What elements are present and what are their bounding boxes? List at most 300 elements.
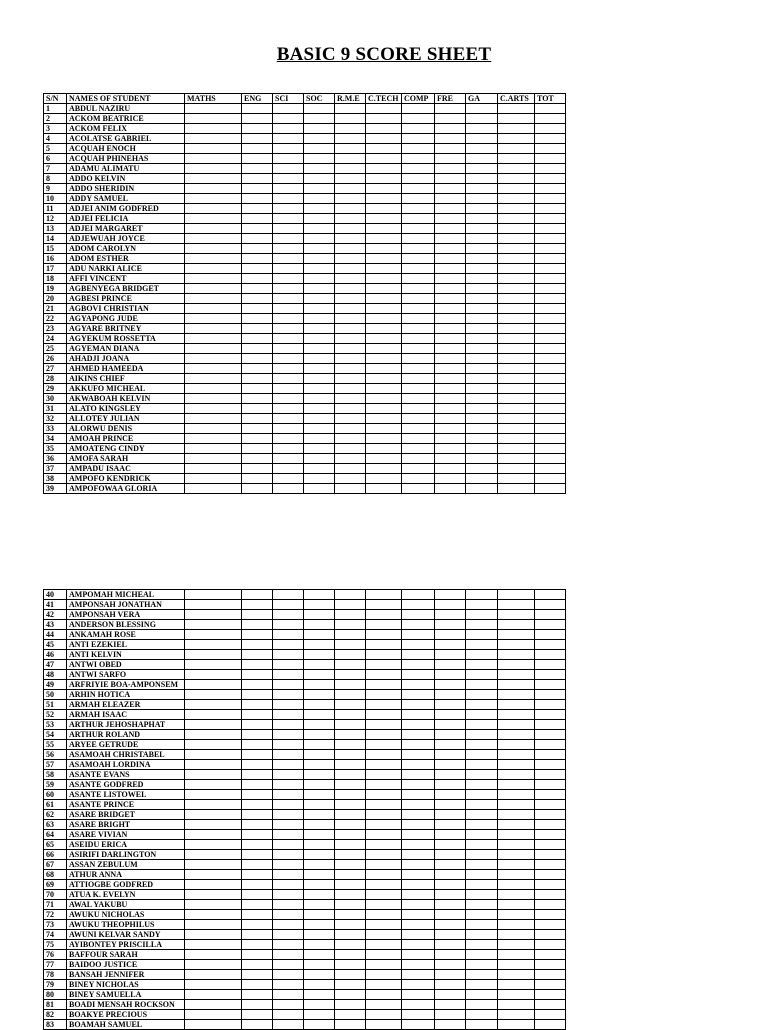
score-cell-c-tech [366, 404, 402, 414]
score-cell-soc [304, 680, 335, 690]
student-name-cell: ASAMOAH CHRISTABEL [67, 750, 185, 760]
score-cell-maths [185, 1010, 242, 1020]
score-cell-comp [402, 454, 435, 464]
score-cell-eng [242, 394, 273, 404]
score-cell-c-arts [498, 144, 535, 154]
student-name-cell: ALLOTEY JULIAN [67, 414, 185, 424]
score-cell-c-tech [366, 164, 402, 174]
score-cell-c-tech [366, 424, 402, 434]
score-cell-ga [466, 790, 498, 800]
student-name-cell: ARTHUR ROLAND [67, 730, 185, 740]
score-cell-soc [304, 374, 335, 384]
serial-number-cell: 11 [44, 204, 67, 214]
score-cell-ga [466, 590, 498, 600]
score-cell-eng [242, 790, 273, 800]
score-cell-tot [535, 294, 566, 304]
score-cell-soc [304, 454, 335, 464]
score-cell-ga [466, 114, 498, 124]
score-cell-maths [185, 950, 242, 960]
student-name-cell: AMPADU ISAAC [67, 464, 185, 474]
score-cell-comp [402, 114, 435, 124]
score-cell-r-m-e [335, 920, 366, 930]
score-cell-eng [242, 384, 273, 394]
score-cell-fre [435, 700, 466, 710]
score-cell-comp [402, 324, 435, 334]
score-cell-tot [535, 1000, 566, 1010]
score-cell-c-arts [498, 980, 535, 990]
score-cell-sci [273, 760, 304, 770]
student-name-cell: ADU NARKI ALICE [67, 264, 185, 274]
serial-number-cell: 12 [44, 214, 67, 224]
score-cell-r-m-e [335, 394, 366, 404]
serial-number-cell: 75 [44, 940, 67, 950]
score-cell-c-tech [366, 740, 402, 750]
table-row [44, 810, 566, 820]
score-cell-fre [435, 194, 466, 204]
score-cell-comp [402, 174, 435, 184]
score-cell-comp [402, 740, 435, 750]
serial-number-cell: 43 [44, 620, 67, 630]
score-cell-soc [304, 274, 335, 284]
score-cell-soc [304, 404, 335, 414]
score-cell-ga [466, 474, 498, 484]
table-row [44, 134, 566, 144]
score-cell-comp [402, 730, 435, 740]
score-cell-r-m-e [335, 750, 366, 760]
student-name-cell: BINEY NICHOLAS [67, 980, 185, 990]
score-cell-sci [273, 720, 304, 730]
score-cell-comp [402, 710, 435, 720]
student-name-cell: AWAL YAKUBU [67, 900, 185, 910]
score-cell-tot [535, 384, 566, 394]
score-cell-ga [466, 144, 498, 154]
serial-number-cell: 3 [44, 124, 67, 134]
score-cell-c-tech [366, 820, 402, 830]
score-cell-maths [185, 384, 242, 394]
score-cell-fre [435, 214, 466, 224]
column-header-c-arts: C.ARTS [498, 94, 535, 104]
student-name-cell: ASARE BRIGHT [67, 820, 185, 830]
score-cell-maths [185, 790, 242, 800]
score-cell-tot [535, 424, 566, 434]
student-name-cell: AGBOVI CHRISTIAN [67, 304, 185, 314]
score-cell-maths [185, 394, 242, 404]
score-cell-comp [402, 870, 435, 880]
score-cell-eng [242, 960, 273, 970]
table-row [44, 474, 566, 484]
score-cell-r-m-e [335, 740, 366, 750]
score-cell-maths [185, 214, 242, 224]
score-cell-tot [535, 660, 566, 670]
score-cell-sci [273, 640, 304, 650]
score-cell-ga [466, 710, 498, 720]
score-cell-sci [273, 600, 304, 610]
score-cell-c-arts [498, 1010, 535, 1020]
table-row [44, 610, 566, 620]
score-cell-r-m-e [335, 850, 366, 860]
score-cell-r-m-e [335, 710, 366, 720]
score-cell-tot [535, 890, 566, 900]
score-cell-r-m-e [335, 670, 366, 680]
score-cell-comp [402, 1000, 435, 1010]
score-cell-fre [435, 1020, 466, 1030]
score-table-part-1 [43, 93, 566, 494]
score-cell-sci [273, 980, 304, 990]
score-cell-tot [535, 434, 566, 444]
score-cell-eng [242, 890, 273, 900]
score-cell-r-m-e [335, 154, 366, 164]
score-cell-eng [242, 214, 273, 224]
score-cell-fre [435, 444, 466, 454]
score-cell-tot [535, 354, 566, 364]
table-row [44, 384, 566, 394]
score-cell-ga [466, 930, 498, 940]
table-row [44, 860, 566, 870]
score-cell-fre [435, 630, 466, 640]
score-cell-comp [402, 154, 435, 164]
student-name-cell: ACOLATSE GABRIEL [67, 134, 185, 144]
score-cell-eng [242, 850, 273, 860]
score-cell-c-tech [366, 374, 402, 384]
student-name-cell: ASARE VIVIAN [67, 830, 185, 840]
score-cell-eng [242, 590, 273, 600]
table-row [44, 204, 566, 214]
score-cell-eng [242, 244, 273, 254]
table-row [44, 600, 566, 610]
table-row [44, 780, 566, 790]
score-cell-ga [466, 700, 498, 710]
score-cell-comp [402, 800, 435, 810]
student-name-cell: BOADI MENSAH ROCKSON [67, 1000, 185, 1010]
student-name-cell: ADDY SAMUEL [67, 194, 185, 204]
score-cell-r-m-e [335, 960, 366, 970]
score-cell-r-m-e [335, 1000, 366, 1010]
score-cell-ga [466, 800, 498, 810]
serial-number-cell: 36 [44, 454, 67, 464]
score-cell-comp [402, 590, 435, 600]
score-cell-maths [185, 224, 242, 234]
score-cell-c-tech [366, 620, 402, 630]
score-cell-ga [466, 344, 498, 354]
score-cell-soc [304, 970, 335, 980]
serial-number-cell: 25 [44, 344, 67, 354]
score-cell-tot [535, 324, 566, 334]
score-cell-r-m-e [335, 860, 366, 870]
score-cell-soc [304, 710, 335, 720]
score-cell-c-tech [366, 114, 402, 124]
score-cell-c-tech [366, 264, 402, 274]
score-cell-comp [402, 474, 435, 484]
serial-number-cell: 50 [44, 690, 67, 700]
table-row [44, 294, 566, 304]
student-name-cell: ADDO SHERIDIN [67, 184, 185, 194]
serial-number-cell: 59 [44, 780, 67, 790]
score-cell-maths [185, 104, 242, 114]
serial-number-cell: 10 [44, 194, 67, 204]
score-cell-fre [435, 620, 466, 630]
serial-number-cell: 61 [44, 800, 67, 810]
score-cell-fre [435, 860, 466, 870]
score-cell-eng [242, 164, 273, 174]
table-row [44, 344, 566, 354]
score-cell-sci [273, 750, 304, 760]
score-cell-maths [185, 164, 242, 174]
score-cell-soc [304, 630, 335, 640]
score-cell-sci [273, 274, 304, 284]
score-cell-r-m-e [335, 234, 366, 244]
score-cell-soc [304, 780, 335, 790]
score-cell-soc [304, 264, 335, 274]
score-cell-r-m-e [335, 384, 366, 394]
score-cell-c-arts [498, 274, 535, 284]
score-cell-sci [273, 414, 304, 424]
score-cell-tot [535, 640, 566, 650]
score-cell-ga [466, 980, 498, 990]
score-cell-comp [402, 194, 435, 204]
score-cell-fre [435, 294, 466, 304]
score-cell-eng [242, 860, 273, 870]
score-cell-ga [466, 690, 498, 700]
score-cell-ga [466, 860, 498, 870]
score-cell-maths [185, 740, 242, 750]
score-cell-ga [466, 454, 498, 464]
score-cell-r-m-e [335, 224, 366, 234]
score-cell-c-tech [366, 810, 402, 820]
score-cell-c-tech [366, 630, 402, 640]
score-cell-tot [535, 900, 566, 910]
serial-number-cell: 18 [44, 274, 67, 284]
score-cell-sci [273, 960, 304, 970]
score-cell-soc [304, 334, 335, 344]
score-cell-tot [535, 840, 566, 850]
score-cell-r-m-e [335, 870, 366, 880]
score-cell-c-arts [498, 800, 535, 810]
score-cell-c-arts [498, 920, 535, 930]
score-cell-fre [435, 850, 466, 860]
score-cell-c-tech [366, 680, 402, 690]
student-name-cell: ANTI EZEKIEL [67, 640, 185, 650]
table-row [44, 124, 566, 134]
score-cell-sci [273, 910, 304, 920]
table-row [44, 484, 566, 494]
score-cell-r-m-e [335, 810, 366, 820]
score-cell-c-tech [366, 730, 402, 740]
score-cell-c-tech [366, 900, 402, 910]
score-cell-ga [466, 304, 498, 314]
score-cell-sci [273, 870, 304, 880]
score-cell-eng [242, 740, 273, 750]
score-cell-tot [535, 920, 566, 930]
score-cell-r-m-e [335, 474, 366, 484]
student-name-cell: AWUKU THEOPHILUS [67, 920, 185, 930]
score-cell-c-tech [366, 950, 402, 960]
table-row [44, 740, 566, 750]
score-cell-tot [535, 850, 566, 860]
score-cell-eng [242, 930, 273, 940]
student-name-cell: AKWABOAH KELVIN [67, 394, 185, 404]
score-cell-sci [273, 680, 304, 690]
score-cell-maths [185, 610, 242, 620]
score-cell-soc [304, 284, 335, 294]
student-name-cell: ADOM ESTHER [67, 254, 185, 264]
student-name-cell: AWUKU NICHOLAS [67, 910, 185, 920]
score-cell-ga [466, 484, 498, 494]
serial-number-cell: 5 [44, 144, 67, 154]
score-cell-c-tech [366, 670, 402, 680]
serial-number-cell: 31 [44, 404, 67, 414]
table-row [44, 910, 566, 920]
score-cell-sci [273, 780, 304, 790]
score-cell-eng [242, 264, 273, 274]
score-cell-comp [402, 1020, 435, 1030]
score-cell-ga [466, 334, 498, 344]
score-cell-c-tech [366, 324, 402, 334]
score-cell-soc [304, 164, 335, 174]
score-cell-soc [304, 690, 335, 700]
student-name-cell: AGYEKUM ROSSETTA [67, 334, 185, 344]
table-row [44, 304, 566, 314]
score-cell-sci [273, 890, 304, 900]
table-row [44, 464, 566, 474]
column-header-s-n: S/N [44, 94, 67, 104]
table-row [44, 234, 566, 244]
score-cell-maths [185, 760, 242, 770]
score-cell-r-m-e [335, 600, 366, 610]
score-cell-c-tech [366, 910, 402, 920]
score-cell-ga [466, 600, 498, 610]
score-cell-soc [304, 444, 335, 454]
score-cell-tot [535, 960, 566, 970]
serial-number-cell: 17 [44, 264, 67, 274]
score-cell-soc [304, 910, 335, 920]
score-cell-soc [304, 234, 335, 244]
score-cell-c-tech [366, 334, 402, 344]
score-cell-ga [466, 124, 498, 134]
score-cell-soc [304, 224, 335, 234]
score-cell-r-m-e [335, 630, 366, 640]
student-name-cell: ARYEE GETRUDE [67, 740, 185, 750]
serial-number-cell: 66 [44, 850, 67, 860]
score-cell-soc [304, 940, 335, 950]
score-cell-comp [402, 940, 435, 950]
score-cell-fre [435, 484, 466, 494]
score-cell-eng [242, 404, 273, 414]
score-cell-tot [535, 154, 566, 164]
student-name-cell: AYIBONTEY PRISCILLA [67, 940, 185, 950]
score-cell-eng [242, 620, 273, 630]
score-cell-soc [304, 790, 335, 800]
score-cell-comp [402, 234, 435, 244]
score-cell-comp [402, 610, 435, 620]
score-cell-c-tech [366, 660, 402, 670]
score-cell-r-m-e [335, 830, 366, 840]
score-cell-ga [466, 970, 498, 980]
score-cell-ga [466, 760, 498, 770]
score-cell-c-tech [366, 194, 402, 204]
score-cell-sci [273, 670, 304, 680]
score-cell-soc [304, 124, 335, 134]
score-cell-c-tech [366, 274, 402, 284]
table-row [44, 1000, 566, 1010]
score-cell-c-tech [366, 780, 402, 790]
score-cell-c-tech [366, 960, 402, 970]
score-cell-ga [466, 770, 498, 780]
score-cell-c-arts [498, 374, 535, 384]
score-cell-sci [273, 354, 304, 364]
score-cell-eng [242, 710, 273, 720]
score-cell-tot [535, 670, 566, 680]
score-cell-tot [535, 344, 566, 354]
table-row [44, 750, 566, 760]
score-cell-c-tech [366, 720, 402, 730]
score-cell-sci [273, 920, 304, 930]
score-cell-sci [273, 254, 304, 264]
student-name-cell: ADJEI MARGARET [67, 224, 185, 234]
score-cell-fre [435, 660, 466, 670]
score-cell-c-arts [498, 284, 535, 294]
score-cell-fre [435, 710, 466, 720]
score-cell-c-tech [366, 1020, 402, 1030]
serial-number-cell: 41 [44, 600, 67, 610]
score-cell-tot [535, 194, 566, 204]
serial-number-cell: 49 [44, 680, 67, 690]
student-name-cell: AIKINS CHIEF [67, 374, 185, 384]
score-cell-maths [185, 630, 242, 640]
score-cell-fre [435, 1010, 466, 1020]
score-cell-r-m-e [335, 720, 366, 730]
student-name-cell: AHMED HAMEEDA [67, 364, 185, 374]
score-cell-comp [402, 104, 435, 114]
score-cell-maths [185, 800, 242, 810]
score-cell-fre [435, 880, 466, 890]
score-cell-maths [185, 590, 242, 600]
score-cell-tot [535, 414, 566, 424]
serial-number-cell: 64 [44, 830, 67, 840]
score-cell-c-tech [366, 600, 402, 610]
score-cell-tot [535, 690, 566, 700]
score-cell-ga [466, 920, 498, 930]
score-cell-comp [402, 770, 435, 780]
serial-number-cell: 51 [44, 700, 67, 710]
serial-number-cell: 1 [44, 104, 67, 114]
score-cell-tot [535, 254, 566, 264]
score-cell-r-m-e [335, 364, 366, 374]
score-cell-maths [185, 174, 242, 184]
score-cell-c-arts [498, 630, 535, 640]
score-cell-fre [435, 790, 466, 800]
score-cell-c-tech [366, 294, 402, 304]
score-cell-c-tech [366, 454, 402, 464]
student-name-cell: ALATO KINGSLEY [67, 404, 185, 414]
score-cell-c-tech [366, 204, 402, 214]
table-row [44, 164, 566, 174]
table-row [44, 414, 566, 424]
score-cell-comp [402, 780, 435, 790]
score-cell-tot [535, 1010, 566, 1020]
serial-number-cell: 37 [44, 464, 67, 474]
score-cell-r-m-e [335, 610, 366, 620]
score-cell-eng [242, 314, 273, 324]
score-cell-fre [435, 374, 466, 384]
score-cell-sci [273, 124, 304, 134]
score-cell-ga [466, 464, 498, 474]
score-cell-ga [466, 434, 498, 444]
score-cell-c-tech [366, 590, 402, 600]
score-cell-c-tech [366, 1000, 402, 1010]
score-cell-tot [535, 274, 566, 284]
score-cell-sci [273, 770, 304, 780]
score-cell-fre [435, 1000, 466, 1010]
